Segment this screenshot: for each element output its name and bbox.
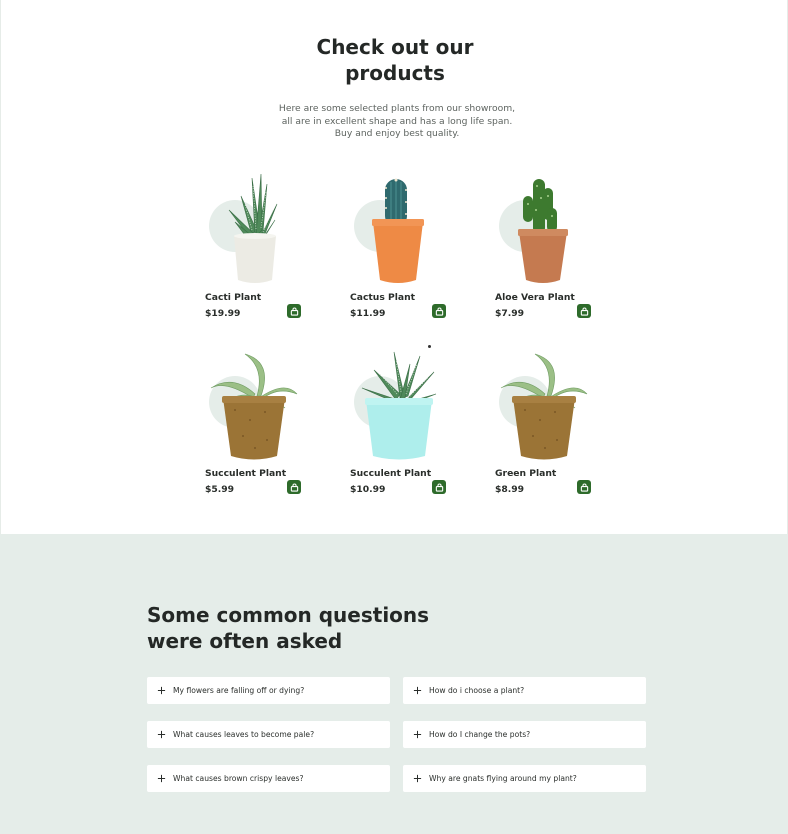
product-price: $11.99 [350,308,386,319]
product-image [495,350,595,465]
products-title: Check out our products [316,35,474,85]
add-to-cart-button[interactable] [432,480,446,494]
plus-icon [157,730,166,739]
product-name: Succulent Plant [205,468,287,479]
plus-icon [413,774,422,783]
product-price: $7.99 [495,308,525,319]
faq-item[interactable] [403,677,646,704]
plus-icon [413,686,422,695]
shopping-bag-icon [580,483,589,492]
add-to-cart-button[interactable] [287,480,301,494]
faq-question: How do i choose a plant? [429,686,525,695]
product-card[interactable] [350,174,450,324]
product-name: Green Plant [495,468,557,479]
add-to-cart-button[interactable] [432,304,446,318]
add-to-cart-button[interactable] [577,304,591,318]
plus-icon [157,686,166,695]
faq-item[interactable] [147,721,390,748]
plus-icon [157,774,166,783]
faq-item[interactable] [147,765,390,792]
faq-question: My flowers are falling off or dying? [173,686,305,695]
shopping-bag-icon [580,307,589,316]
faq-question: What causes brown crispy leaves? [173,774,304,783]
faq-section [0,534,788,834]
faq-item[interactable] [403,721,646,748]
product-card[interactable] [495,174,595,324]
product-name: Aloe Vera Plant [495,292,575,303]
faq-question: What causes leaves to become pale? [173,730,315,739]
product-card[interactable] [205,350,305,500]
add-to-cart-button[interactable] [287,304,301,318]
product-name: Succulent Plant [350,468,432,479]
faq-item[interactable] [147,677,390,704]
product-price: $5.99 [205,484,235,495]
product-card[interactable] [495,350,595,500]
product-image [205,350,305,465]
product-card[interactable] [350,350,450,500]
product-image [495,174,595,289]
product-price: $10.99 [350,484,386,495]
product-image [350,174,450,289]
product-image [205,174,305,289]
shopping-bag-icon [435,307,444,316]
product-price: $19.99 [205,308,241,319]
product-price: $8.99 [495,484,525,495]
faq-item[interactable] [403,765,646,792]
product-name: Cactus Plant [350,292,416,303]
faq-title: Some common questions were often asked [147,603,430,653]
product-image [350,350,450,465]
product-name: Cacti Plant [205,292,262,303]
faq-question: Why are gnats flying around my plant? [429,774,577,783]
product-card[interactable] [205,174,305,324]
shopping-bag-icon [435,483,444,492]
shopping-bag-icon [290,483,299,492]
plus-icon [413,730,422,739]
decorative-dot [428,345,431,348]
add-to-cart-button[interactable] [577,480,591,494]
faq-question: How do I change the pots? [429,730,531,739]
products-description: Here are some selected plants from our showroom, all are in excellent shape and has a long life span. Buy and enjoy best quality. [278,103,516,139]
shopping-bag-icon [290,307,299,316]
